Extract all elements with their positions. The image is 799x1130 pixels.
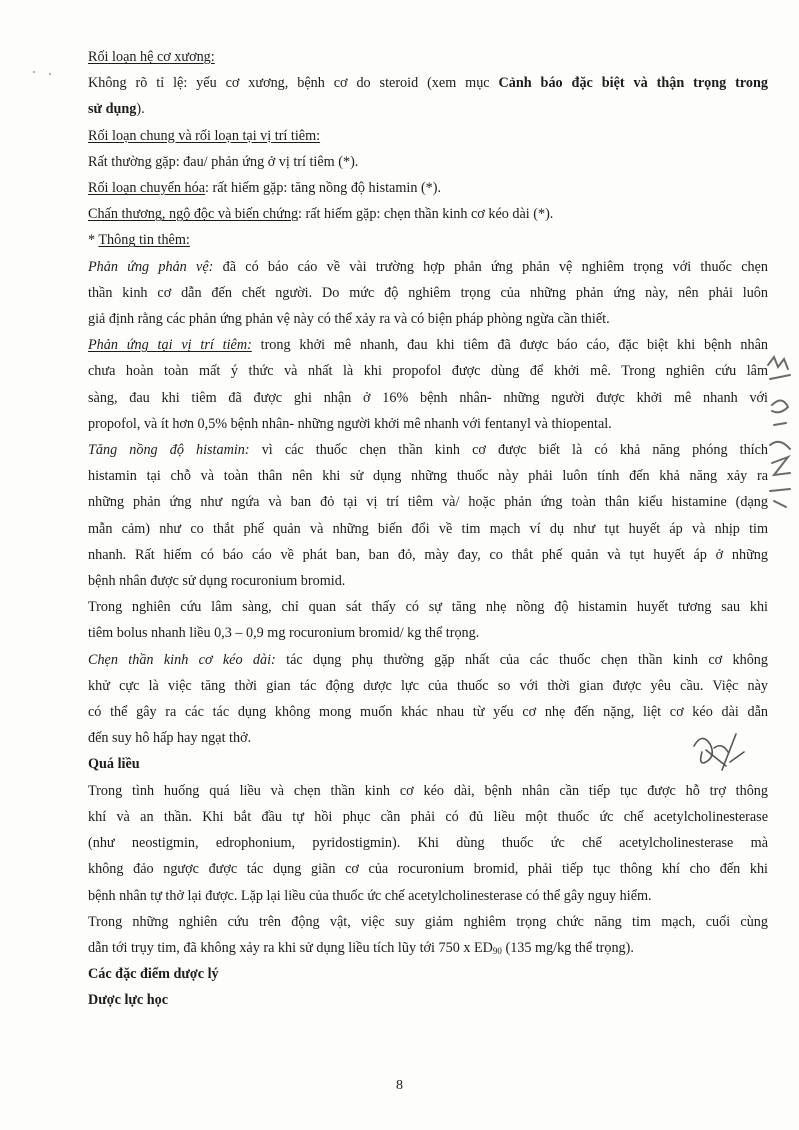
musculoskeletal-line: sử dụng). [88,101,145,118]
histamine-paragraph: Tăng nồng độ histamin: vì các thuốc chẹn thần kinh cơ được biết là có khả năng phóng thích [88,442,768,459]
musculoskeletal-line: Không rõ tỉ lệ: yếu cơ xương, bệnh cơ do steroid (xem mục Cảnh báo đặc biệt và thận trọng trong [88,75,769,92]
scan-specks [30,58,60,78]
histamine-line: mẫn cảm) như co thắt phế quản và những biến đổi về tim mạch ví dụ như tụt huyết áp và nhịp tim [88,520,768,537]
histamine-line: những phản ứng như ngứa và ban đỏ tại vị trí tiêm và/ hoặc phản ứng toàn thân kiểu histamine (dạng [88,494,768,511]
additional-info-heading: * Thông tin thêm: [88,232,190,249]
document-body [88,44,768,1014]
prolonged-block-line: có thể gây ra các tác dụng không mong muốn khác nhau từ yếu cơ nhẹ đến nặng, liệt cơ kéo dài dẫn [88,704,768,721]
injection-site-line: propofol, và ít hơn 0,5% bệnh nhân- những người khởi mê nhanh với fentanyl và thiopental. [88,415,612,432]
metabolic-disorders: Rối loạn chuyển hóa: rất hiếm gặp: tăng nồng độ histamin (*). [88,180,442,197]
prolonged-block-line: khử cực là việc tăng thời gian tác động dược lực của thuốc so với thời gian được yêu cầu. Việc này [88,677,768,694]
pharmacological-properties-heading: Các đặc điểm dược lý [88,966,219,983]
prolonged-block-paragraph: Chẹn thần kinh cơ kéo dài: tác dụng phụ thường gặp nhất của các thuốc chẹn thần kinh cơ không [88,651,768,668]
overdose-line: Trong những nghiên cứu trên động vật, việc suy giảm nghiêm trọng chức năng tim mạch, cuối cùng [88,913,768,930]
injection-site-line: chưa hoàn toàn mất ý thức và nhất là khi propofol được dùng để khởi mê. Trong nghiên cứu lâm [88,363,768,380]
histamine-line: bệnh nhân được sử dụng rocuronium bromid. [88,573,346,590]
overdose-line: không đảo ngược được tác dụng giãn cơ của rocuronium bromid, phải tiếp tục thông khí cho đến khi [88,861,768,878]
clinical-study-line: tiêm bolus nhanh liều 0,3 – 0,9 mg rocuronium bromid/ kg thể trọng. [88,625,480,642]
handwritten-mark [688,722,750,782]
overdose-line: khí và an thần. Khi bắt đầu tự hồi phục cần phải có đủ liều một thuốc ức chế acetylcholinesterase [88,808,768,825]
histamine-line: histamin tại chỗ và toàn thân nên khi sử dụng những thuốc này phải luôn tính đến khả năng xảy ra [88,468,768,485]
clinical-study-paragraph: Trong nghiên cứu lâm sàng, chỉ quan sát thấy có sự tăng nhẹ nồng độ histamin huyết tương sau khi [88,599,768,616]
prolonged-block-line: đến suy hô hấp hay ngạt thở. [88,730,252,747]
anaphylaxis-line: giả định rằng các phản ứng phản vệ này có thể xảy ra và có biện pháp phòng ngừa cần thiết. [88,311,610,328]
overdose-line: Trong tình huống quá liều và chẹn thần kinh cơ kéo dài, bệnh nhân cần tiếp tục được hỗ trợ thông [88,782,768,799]
general-disorders-heading: Rối loạn chung và rối loạn tại vị trí tiêm: [88,127,321,144]
injection-site-paragraph: Phản ứng tại vị trí tiêm: trong khởi mê nhanh, đau khi tiêm đã được báo cáo, đặc biệt khi bệnh nhân [88,337,768,354]
musculoskeletal-heading: Rối loạn hệ cơ xương: [88,49,215,65]
margin-stamp-mark [760,345,799,515]
anaphylaxis-paragraph: Phản ứng phản vệ: đã có báo cáo về vài trường hợp phản ứng phản vệ nghiêm trọng với thuốc chẹn [88,258,768,275]
injection-site-line: sàng, đau khi tiêm đã được ghi nhận ở 16% bệnh nhân- những người được khởi mê nhanh với [88,389,768,406]
overdose-heading: Quá liều [88,756,140,773]
overdose-line: dẫn tới trụy tim, đã không xảy ra khi sử dụng liều tích lũy tới 750 x $ED_{90}$ (135 mg/kg thể trọng). [88,939,634,956]
overdose-line: bệnh nhân tự thở lại được. Lặp lại liều của thuốc ức chế acetylcholinesterase có thể gây nguy hiểm. [88,887,652,904]
general-disorders-text: Rất thường gặp: đau/ phản ứng ở vị trí tiêm (*). [88,153,359,170]
page-number: 8 [396,1078,403,1093]
overdose-line: (như neostigmin, edrophonium, pyridostigmin). Khi dùng thuốc ức chế acetylcholinesterase mà [88,835,768,852]
pharmacodynamics-heading: Dược lực học [88,992,169,1009]
histamine-line: nhanh. Rất hiếm có báo cáo về phát ban, ban đỏ, mày đay, co thắt phế quản và tụt huyết áp ở những [88,546,768,563]
injury-poisoning: Chấn thương, ngộ độc và biến chứng: rất hiếm gặp: chẹn thần kinh cơ kéo dài (*). [88,206,554,223]
anaphylaxis-line: thần kinh cơ dẫn đến chết người. Do mức độ nghiêm trọng của những phản ứng này, nên phải luôn [88,284,768,301]
